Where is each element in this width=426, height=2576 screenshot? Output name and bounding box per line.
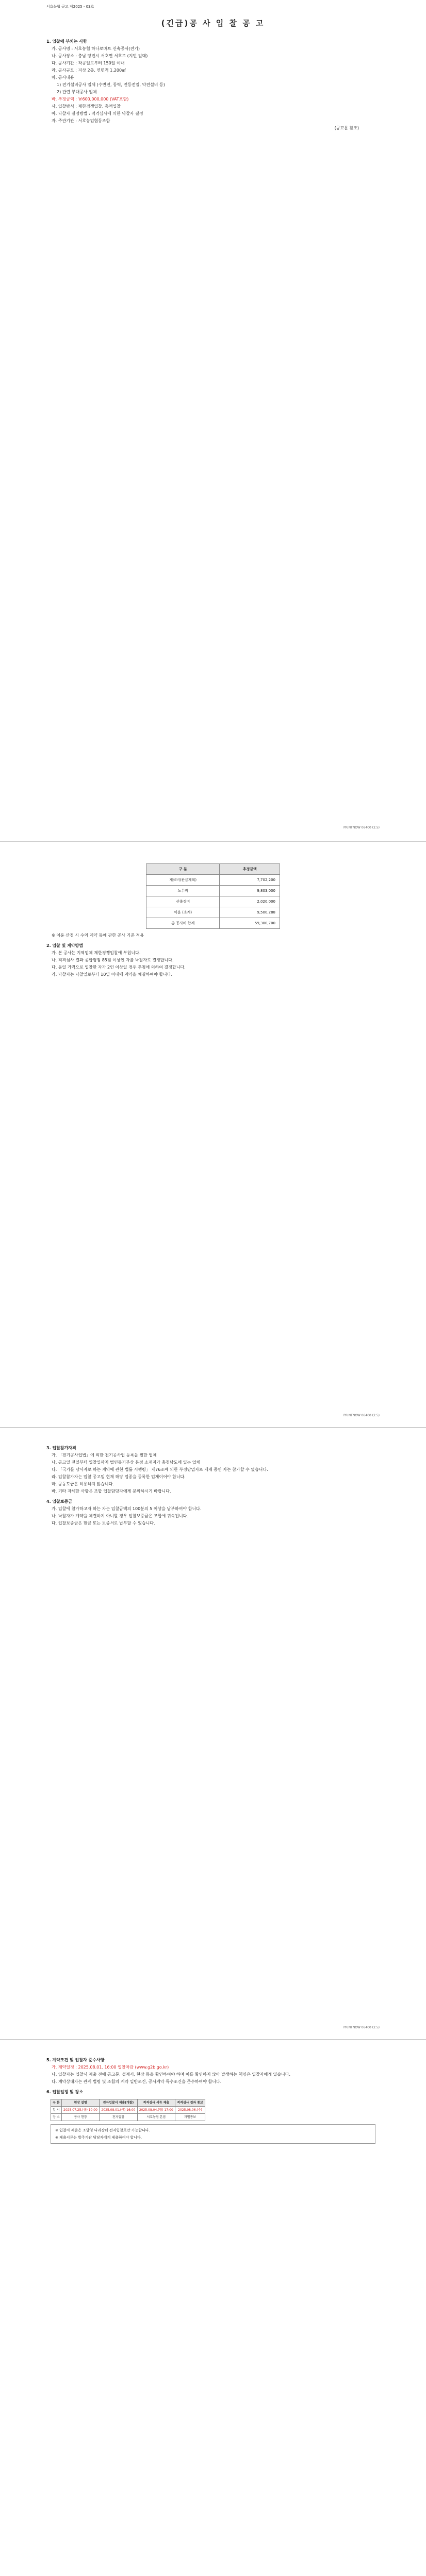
schedule-cell: 2025.08.01.(금) 16:00 <box>100 2107 137 2114</box>
section-1-sign: (공고문 참조) <box>334 126 359 130</box>
section-1-line: 2) 관련 부대공사 일체 <box>57 90 97 94</box>
cost-item: 재료비(관급제외) <box>146 875 220 886</box>
cost-table-note: ※ 이윤 산정 시 수의 계약 등에 관한 공사 기준 적용 <box>52 933 144 938</box>
cost-item: 산출경비 <box>146 896 220 907</box>
schedule-header-cell: 적격심사 결과 통보 <box>175 2099 205 2107</box>
page-footer: PRINTNOW 06400 (2.5) <box>343 1414 380 1417</box>
cost-amount: 7,702,200 <box>220 875 280 886</box>
cost-amount: 9,500,288 <box>220 907 280 918</box>
page-footer: PRINTNOW 06400 (2.5) <box>343 2026 380 2029</box>
section-3-line: 나. 공고일 전일부터 입찰일까지 법인등기부상 본점 소재지가 충청남도에 있는 업체 <box>52 1460 201 1465</box>
cost-amount: 9,803,000 <box>220 886 280 896</box>
schedule-cell: 서호농협 본점 <box>137 2114 175 2121</box>
section-1-line: 바. 추정금액 : ￦600,000,000 (VAT포함) <box>52 97 129 101</box>
cost-table <box>146 863 280 929</box>
schedule-row <box>51 2107 205 2114</box>
page-1 <box>41 0 385 840</box>
section-1-line: 1) 전기설비공사 일체 (수변전, 동력, 전등전열, 약전설비 등) <box>57 82 165 87</box>
page-separator <box>0 1427 426 1428</box>
section-3-line: 마. 공동도급은 허용하지 않습니다. <box>52 1482 114 1486</box>
schedule-notice <box>51 2124 375 2144</box>
section-1-line: 아. 낙찰자 결정방법 : 적격심사에 의한 낙찰자 결정 <box>52 111 143 116</box>
section-1-heading: 1. 입찰에 부치는 사항 <box>46 39 87 44</box>
cost-table-row <box>146 907 280 918</box>
page-3 <box>41 1429 385 2037</box>
cost-table-row <box>146 886 280 896</box>
section-3-line: 다. 「국가를 당사자로 하는 계약에 관한 법률 시행령」 제76조에 의한 부정당업자로 제재 중인 자는 참가할 수 없습니다. <box>52 1467 268 1472</box>
section-3-line: 가. 「전기공사업법」에 의한 전기공사업 등록을 필한 업체 <box>52 1453 157 1458</box>
section-3-line: 라. 입찰참가자는 입찰 공고일 현재 해당 업종을 등록한 업체이어야 합니다. <box>52 1475 186 1479</box>
page-2 <box>41 843 385 1425</box>
schedule-cell: 일 시 <box>51 2107 62 2114</box>
section-2-line: 가. 본 공사는 지역업체 제한경쟁입찰에 부칩니다. <box>52 951 141 955</box>
section-2-line: 다. 동일 가격으로 입찰한 자가 2인 이상일 경우 추첨에 의하여 결정합니다. <box>52 965 186 970</box>
section-1-line: 가. 공사명 : 서호농협 하나로마트 신축공사(전기) <box>52 46 140 51</box>
schedule-header-cell: 전자입찰서 제출(개찰) <box>100 2099 137 2107</box>
section-1-line: 마. 공사내용 <box>52 75 74 80</box>
schedule-row <box>51 2114 205 2121</box>
cost-table-header-cell: 구 분 <box>146 864 220 875</box>
section-6-heading: 6. 입찰일정 및 장소 <box>46 2090 84 2094</box>
document-title: (긴급)공 사 입 찰 공 고 <box>161 19 265 28</box>
section-3-line: 바. 기타 자세한 사항은 조합 입찰담당자에게 문의하시기 바랍니다. <box>52 1489 171 1494</box>
section-4-line: 나. 낙찰자가 계약을 체결하지 아니할 경우 입찰보증금은 조합에 귀속됩니다. <box>52 1514 188 1518</box>
section-4-line: 가. 입찰에 참가하고자 하는 자는 입찰금액의 100분의 5 이상을 납부하여야 합니다. <box>52 1506 202 1511</box>
cost-table-header <box>146 864 280 875</box>
section-3-heading: 3. 입찰참가자격 <box>46 1446 76 1450</box>
schedule-header <box>51 2099 205 2107</box>
cost-item: 이윤 (소계) <box>146 907 220 918</box>
section-5-line: 다. 계약상대자는 관계 법령 및 조합의 계약 일반조건, 공사계약 특수조건을 준수하여야 합니다. <box>52 2079 222 2084</box>
schedule-header-cell: 적격심사 서류 제출 <box>137 2099 175 2107</box>
section-1-line: 다. 공사기간 : 착공일로부터 150일 이내 <box>52 61 125 65</box>
schedule-cell: 개별통보 <box>175 2114 205 2121</box>
cost-table-row <box>146 896 280 907</box>
schedule-cell: 장 소 <box>51 2114 62 2121</box>
schedule-note: ※ 제출서류는 발주기관 담당자에게 제출하여야 합니다. <box>55 2136 142 2140</box>
cost-amount: 59,300,700 <box>220 918 280 929</box>
section-5-line: 가. 계약일정 : 2025.08.01. 16:00 입찰마감 (www.g2b.go.kr) <box>52 2065 169 2070</box>
cost-amount: 2,020,000 <box>220 896 280 907</box>
page-4 <box>41 2041 385 2576</box>
schedule-header-cell: 구 분 <box>51 2099 62 2107</box>
schedule-cell: 2025.08.04.(월) 17:00 <box>137 2107 175 2114</box>
cost-table-header-cell: 추정금액 <box>220 864 280 875</box>
page-header: 서호농협 공고 제2025 - 03호 <box>46 5 94 9</box>
page-separator <box>0 2039 426 2040</box>
section-2-line: 라. 낙찰자는 낙찰일로부터 10일 이내에 계약을 체결하여야 합니다. <box>52 972 172 977</box>
schedule-cell: 2025.07.25.(금) 10:00 <box>61 2107 99 2114</box>
section-4-heading: 4. 입찰보증금 <box>46 1499 73 1504</box>
section-2-line: 나. 적격심사 결과 종합평점 85점 이상인 자를 낙찰자로 결정합니다. <box>52 958 174 962</box>
cost-table-row <box>146 918 280 929</box>
page-footer: PRINTNOW 06400 (2.5) <box>343 826 380 829</box>
section-5-heading: 5. 계약조건 및 입찰자 준수사항 <box>46 2058 105 2062</box>
section-1-line: 사. 입찰방식 : 제한경쟁입찰, 총액입찰 <box>52 104 121 109</box>
section-2-heading: 2. 입찰 및 계약방법 <box>46 943 84 948</box>
section-5-line: 나. 입찰자는 입찰서 제출 전에 공고문, 설계서, 현장 등을 확인하여야 하며 이를 확인하지 않아 발생하는 책임은 입찰자에게 있습니다. <box>52 2072 290 2077</box>
page-separator <box>0 841 426 842</box>
schedule-note: ※ 입찰서 제출은 조달청 나라장터 전자입찰로만 가능합니다. <box>55 2128 150 2132</box>
cost-table-row <box>146 875 280 886</box>
section-4-line: 다. 입찰보증금은 현금 또는 보증서로 납부할 수 있습니다. <box>52 1521 155 1526</box>
section-1-line: 자. 주관기관 : 서호농업협동조합 <box>52 118 110 123</box>
schedule-cell: 전자입찰 <box>100 2114 137 2121</box>
schedule-table <box>51 2099 205 2121</box>
schedule-cell: 2025.08.06.(수) <box>175 2107 205 2114</box>
cost-item: 노무비 <box>146 886 220 896</box>
schedule-header-cell: 현장 설명 <box>61 2099 99 2107</box>
section-1-line: 라. 공사규모 : 지상 2층, 연면적 1,200㎡ <box>52 68 126 73</box>
section-1-line: 나. 공사장소 : 충남 당진시 서호면 서호로 (지번 일대) <box>52 54 148 58</box>
schedule-cell: 공사 현장 <box>61 2114 99 2121</box>
cost-item: 총 공사비 합계 <box>146 918 220 929</box>
